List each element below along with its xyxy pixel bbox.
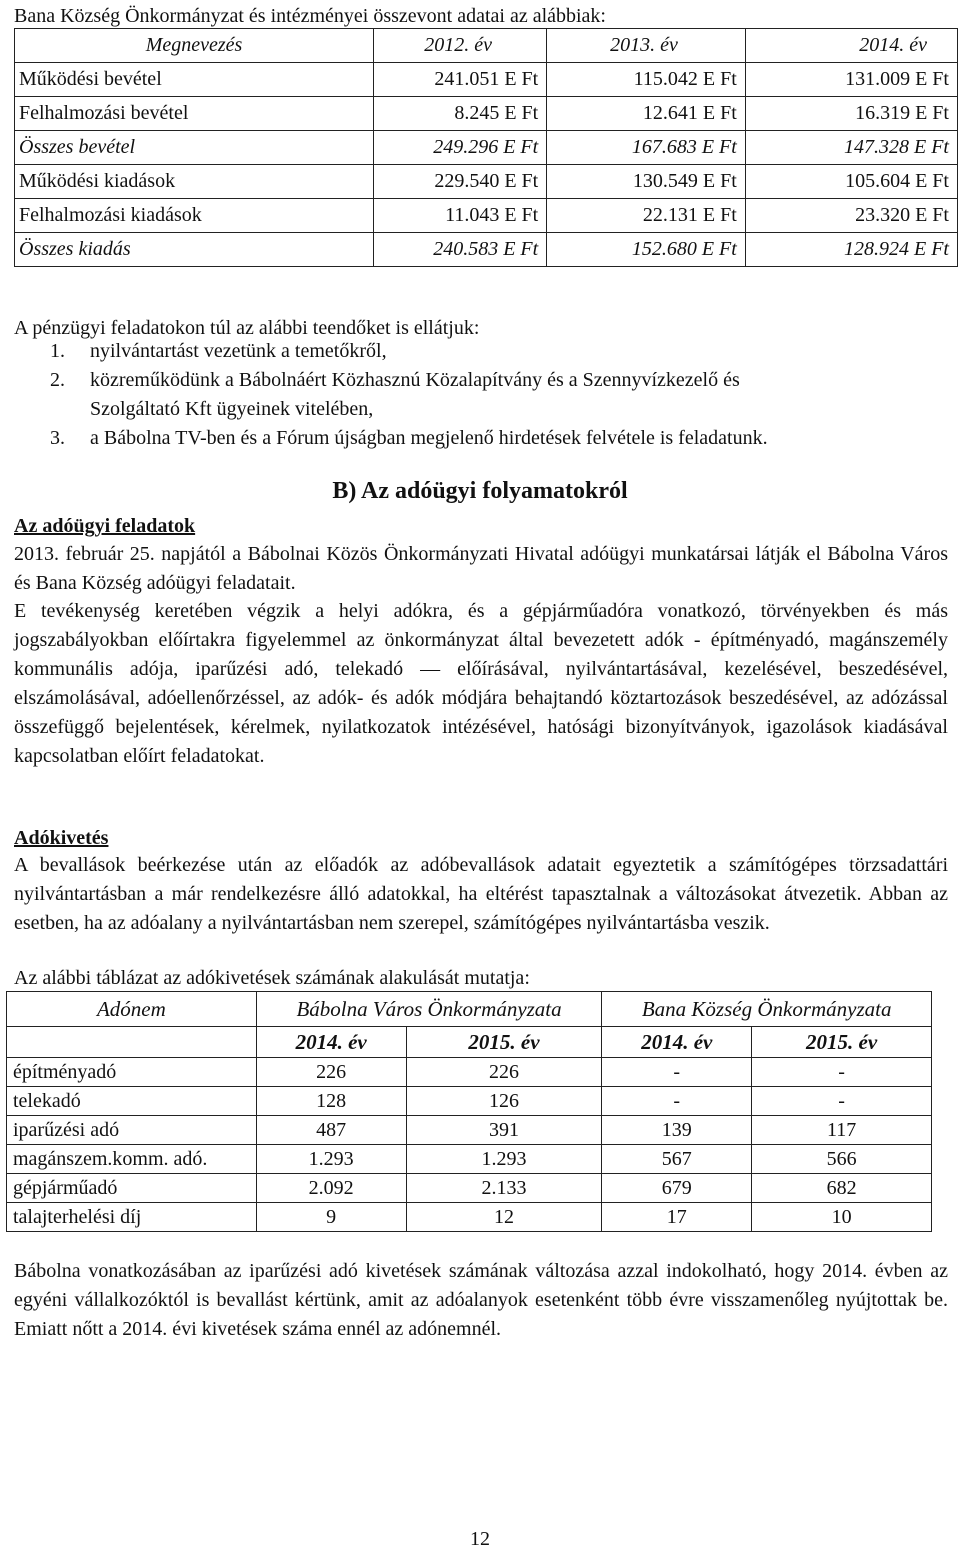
header-group-bana: Bana Község Önkormányzata <box>602 992 932 1027</box>
table-header-row <box>7 992 932 1027</box>
table-year-row <box>7 1027 932 1058</box>
header-adonem: Adónem <box>7 992 257 1027</box>
cell: 229.540 E Ft <box>374 165 547 199</box>
cell: 2.092 <box>256 1174 406 1203</box>
tax-assessment-table <box>6 991 932 1232</box>
cell: 9 <box>256 1203 406 1232</box>
cell: - <box>602 1058 752 1087</box>
cell: 1.293 <box>406 1145 602 1174</box>
table-row <box>15 131 958 165</box>
cell: 566 <box>752 1145 932 1174</box>
section-heading: B) Az adóügyi folyamatokról <box>332 478 628 504</box>
table-row <box>7 1116 932 1145</box>
list-item: a Bábolna TV-ben és a Fórum újságban megjelenő hirdetések felvétele is feladatunk. <box>90 427 768 449</box>
cell: 487 <box>256 1116 406 1145</box>
list-number: 2. <box>50 369 65 391</box>
list-number: 1. <box>50 340 65 362</box>
row-label: Összes kiadás <box>15 233 374 267</box>
row-label: Felhalmozási kiadások <box>15 199 374 233</box>
finance-table <box>14 28 958 267</box>
cell: 131.009 E Ft <box>745 63 957 97</box>
header-year: 2014. év <box>256 1027 406 1058</box>
header-cell: 2014. év <box>745 29 957 63</box>
cell: 8.245 E Ft <box>374 97 547 131</box>
cell: - <box>602 1087 752 1116</box>
table2-intro: Az alábbi táblázat az adókivetések számának alakulását mutatja: <box>14 967 530 989</box>
paragraph-3: A bevallások beérkezése után az előadók az adóbevallások adatait egyeztetik a számítógépes törzsadattári nyilvántartásban a már rendelkezésre álló adatokkal, ha eltérést tapasztalnak a változásokat átvezetik. Abban az esetben, ha az adóalany a nyilvántartásban nem szerepel, számítógépes nyilvántartásba veszik. <box>14 854 948 934</box>
row-label: gépjárműadó <box>7 1174 257 1203</box>
row-label: talajterhelési díj <box>7 1203 257 1232</box>
tasks-intro: A pénzügyi feladatokon túl az alábbi teendőket is ellátjuk: <box>14 317 480 339</box>
row-label: telekadó <box>7 1087 257 1116</box>
cell: 105.604 E Ft <box>745 165 957 199</box>
list-item-continued: Szolgáltató Kft ügyeinek vitelében, <box>90 398 374 420</box>
table-row <box>15 63 958 97</box>
table-row <box>7 1174 932 1203</box>
row-label: iparűzési adó <box>7 1116 257 1145</box>
cell: 679 <box>602 1174 752 1203</box>
cell: - <box>752 1058 932 1087</box>
cell: 22.131 E Ft <box>547 199 746 233</box>
cell: 152.680 E Ft <box>547 233 746 267</box>
header-cell: 2012. év <box>374 29 547 63</box>
list-number: 3. <box>50 427 65 449</box>
header-empty <box>7 1027 257 1058</box>
table-row <box>15 233 958 267</box>
paragraph-1: 2013. február 25. napjától a Bábolnai Közös Önkormányzati Hivatal adóügyi munkatársai látják el Bábolna Város és Bana Község adóügyi feladatait. <box>14 543 948 594</box>
cell: 12.641 E Ft <box>547 97 746 131</box>
cell: 126 <box>406 1087 602 1116</box>
row-label: Összes bevétel <box>15 131 374 165</box>
cell: 117 <box>752 1116 932 1145</box>
cell: 682 <box>752 1174 932 1203</box>
cell: 240.583 E Ft <box>374 233 547 267</box>
cell: 128 <box>256 1087 406 1116</box>
header-group-babolna: Bábolna Város Önkormányzata <box>256 992 602 1027</box>
cell: 226 <box>256 1058 406 1087</box>
table-row <box>7 1087 932 1116</box>
paragraph-2: E tevékenység keretében végzik a helyi adókra, és a gépjárműadóra vonatkozó, törvényekben és más jogszabályokban előírtakra figyelemmel az önkormányzat által bevezetett adók - építményadó, magánszemély kommunális adója, iparűzési adó, telekadó — előírásával, nyilvántartásával, kezelésével, beszedésével, elszámolásával, adóellenőrzéssel, az adók- és adók módjára behajtandó köztartozások beszedésével, az adózással összefüggő bejelentések, kérelmek, nyilatkozatok intézésével, hatósági bizonyítványok, igazolások kiadásával kapcsolatban előírt feladatokat. <box>14 600 948 767</box>
table-header-row <box>15 29 958 63</box>
cell: 567 <box>602 1145 752 1174</box>
cell: 128.924 E Ft <box>745 233 957 267</box>
row-label: Felhalmozási bevétel <box>15 97 374 131</box>
header-cell: Megnevezés <box>15 29 374 63</box>
table-row <box>15 165 958 199</box>
row-label: építményadó <box>7 1058 257 1087</box>
cell: 12 <box>406 1203 602 1232</box>
cell: 11.043 E Ft <box>374 199 547 233</box>
table-row <box>7 1058 932 1087</box>
page-number: 12 <box>470 1528 490 1550</box>
cell: 2.133 <box>406 1174 602 1203</box>
cell: 139 <box>602 1116 752 1145</box>
subheading-adokivetes: Adókivetés <box>14 827 109 849</box>
table-row <box>15 199 958 233</box>
table-row <box>7 1203 932 1232</box>
header-year: 2015. év <box>406 1027 602 1058</box>
cell: 10 <box>752 1203 932 1232</box>
table-row <box>15 97 958 131</box>
cell: - <box>752 1087 932 1116</box>
cell: 147.328 E Ft <box>745 131 957 165</box>
list-item: közreműködünk a Bábolnáért Közhasznú Közalapítvány és a Szennyvízkezelő és <box>90 369 740 391</box>
header-year: 2014. év <box>602 1027 752 1058</box>
row-label: magánszem.komm. adó. <box>7 1145 257 1174</box>
row-label: Működési kiadások <box>15 165 374 199</box>
cell: 23.320 E Ft <box>745 199 957 233</box>
cell: 391 <box>406 1116 602 1145</box>
row-label: Működési bevétel <box>15 63 374 97</box>
cell: 115.042 E Ft <box>547 63 746 97</box>
subheading-adougyi-feladatok: Az adóügyi feladatok <box>14 515 196 537</box>
table-row <box>7 1145 932 1174</box>
cell: 226 <box>406 1058 602 1087</box>
cell: 167.683 E Ft <box>547 131 746 165</box>
cell: 1.293 <box>256 1145 406 1174</box>
paragraph-4: Bábolna vonatkozásában az iparűzési adó kivetések számának változása azzal indokolható, hogy 2014. évben az egyéni vállalkozóktól is bevallást kértünk, amit az adóalanyok esetenként több évre visszamenőleg nyújtottak be. Emiatt nőtt a 2014. évi kivetések száma ennél az adónemnél. <box>14 1260 948 1340</box>
cell: 241.051 E Ft <box>374 63 547 97</box>
header-cell: 2013. év <box>547 29 746 63</box>
intro-text: Bana Község Önkormányzat és intézményei összevont adatai az alábbiak: <box>14 5 606 27</box>
cell: 16.319 E Ft <box>745 97 957 131</box>
cell: 17 <box>602 1203 752 1232</box>
header-year: 2015. év <box>752 1027 932 1058</box>
cell: 130.549 E Ft <box>547 165 746 199</box>
list-item: nyilvántartást vezetünk a temetőkről, <box>90 340 387 362</box>
cell: 249.296 E Ft <box>374 131 547 165</box>
